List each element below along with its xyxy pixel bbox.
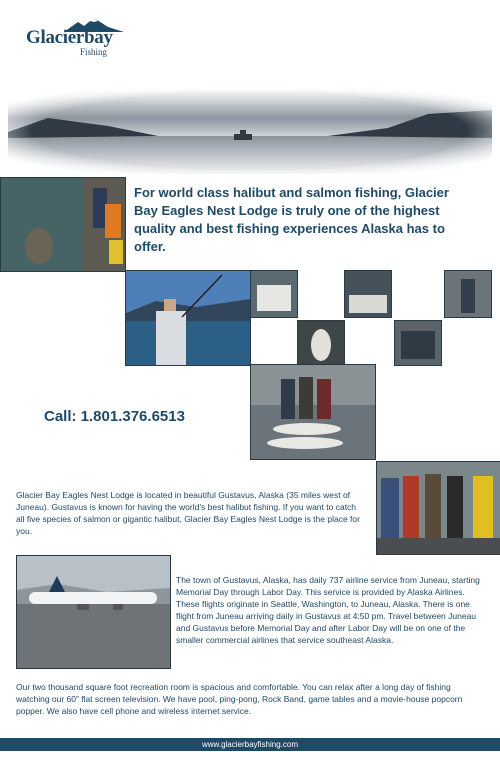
angler-fighting-fish-photo	[125, 270, 251, 366]
halibut-dock-photo	[250, 270, 298, 318]
alaska-airlines-plane-photo	[16, 555, 171, 669]
group-catch-photo	[394, 320, 442, 366]
airline-service-paragraph: The town of Gustavus, Alaska, has daily 737 airline service from Juneau, starting Memorial Day through Labor Day. This service is provided by Alaska Airlines. These flights originate in Seattle, Washington, to Juneau, Alaska. There is one flight from Juneau arriving daily in Gustavus at 4:50 pm. Travel between Juneau and Gustavus before Memorial Day and after Labor Day will be on one of the smaller commercial airlines that service southeast Alaska.	[176, 575, 480, 645]
headline: For world class halibut and salmon fishing, Glacier Bay Eagles Nest Lodge is truly one of the highest quality and best fishing experiences Alaska has to offer.	[134, 185, 449, 254]
fishing-crew-photo	[376, 461, 500, 555]
lodge-location-paragraph: Glacier Bay Eagles Nest Lodge is located in beautiful Gustavus, Alaska (35 miles west of Juneau). Gustavus is known for having the world’s best halibut fishing. If you want to catch all five species of salmon or gigantic halibut, Glacier Bay Eagles Nest Lodge is the place for you.	[16, 490, 360, 536]
recreation-room-paragraph: Our two thousand square foot recreation room is spacious and comfortable. You can relax after a long day of fishing watching our 60” flat screen television. We have pool, ping-pong, Rock Band, game tables and a movie-house popcorn popper. We also have cell phone and wireless internet service.	[16, 682, 463, 716]
fish-cleaning-station-photo	[344, 270, 392, 318]
halibut-catch-photo	[0, 177, 126, 272]
fishermen-with-halibut-photo	[250, 364, 376, 460]
footer-website[interactable]: www.glacierbayfishing.com	[0, 738, 500, 751]
large-halibut-photo	[297, 320, 345, 366]
hero-panorama-image	[8, 88, 492, 174]
logo-subtitle: Fishing	[80, 47, 108, 57]
logo-name: Glacierbay	[26, 27, 113, 48]
phone-number[interactable]: Call: 1.801.376.6513	[44, 408, 185, 425]
logo	[26, 18, 126, 58]
anglers-with-catch-photo	[444, 270, 492, 318]
